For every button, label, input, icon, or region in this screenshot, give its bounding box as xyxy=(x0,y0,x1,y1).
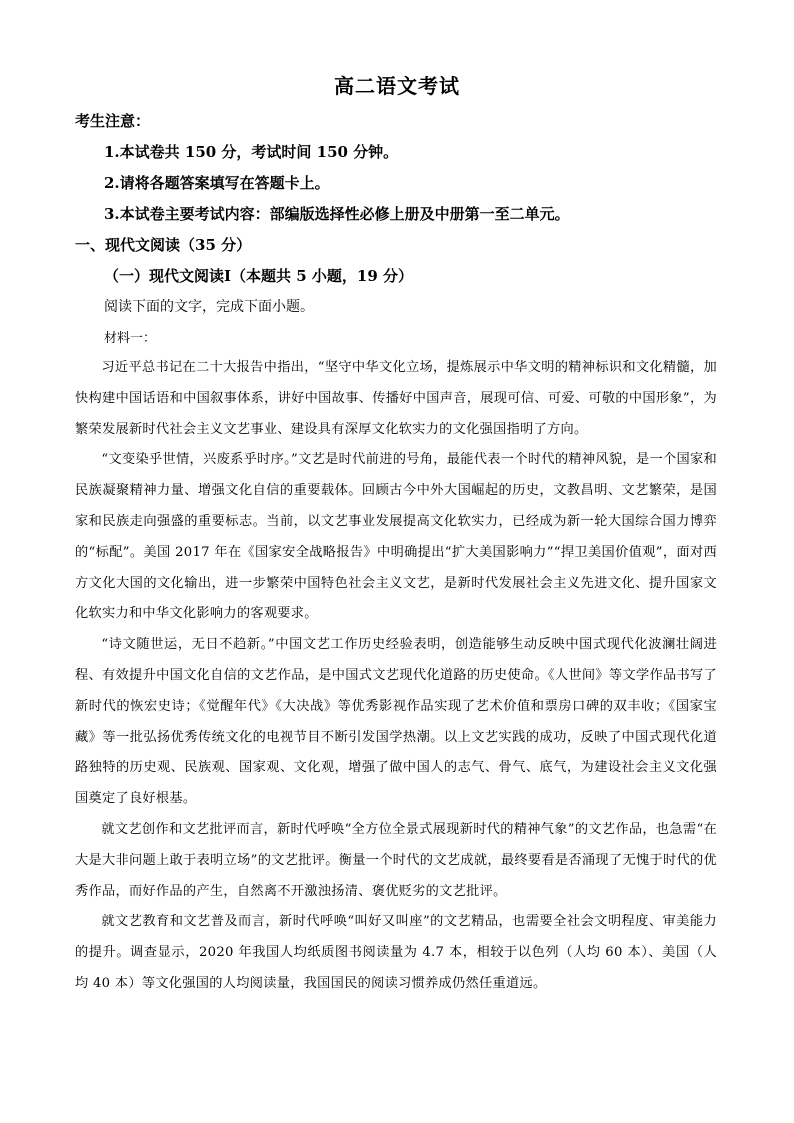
notice-item: 1.本试卷共 150 分，考试时间 150 分钟。 xyxy=(104,143,399,161)
article-paragraph: “文变染乎世情，兴废系乎时序。”文艺是时代前进的号角，最能代表一个时代的精神风貌，是一个国家和民族凝聚精神力量、增强文化自信的重要载体。回顾古今中外大国崛起的历史，文教昌明、文艺繁荣，是国家和民族走向强盛的重要标志。当前，以文艺事业发展提高文化软实力，已经成为新一轮大国综合国力博弈的“标配”。美国 2017 年在《国家安全战略报告》中明确提出“扩大美国影响力”“捍卫美国价值观”，面对西方文化大国的文化输出，进一步繁荣中国特色社会主义文艺，是新时代发展社会主义先进文化、提升国家文化软实力和中华文化影响力的客观要求。 xyxy=(75,452,717,622)
section-heading: 一、现代文阅读（35 分） xyxy=(75,236,252,254)
article-paragraph: “诗文随世运，无日不趋新。”中国文艺工作历史经验表明，创造能够生动反映中国式现代化波澜壮阔进程、有效提升中国文化自信的文艺作品，是中国式文艺现代化道路的历史使命。《人世间》等文学作品书写了新时代的恢宏史诗；《觉醒年代》《大决战》等优秀影视作品实现了艺术价值和票房口碑的双丰收；《国家宝藏》等一批弘扬优秀传统文化的电视节目不断引发国学热潮。以上文艺实践的成功，反映了中国式现代化道路独特的历史观、民族观、国家观、文化观，增强了做中国人的志气、骨气、底气，为建设社会主义文化强国奠定了良好根基。 xyxy=(75,637,717,807)
exam-title: 高二语文考试 xyxy=(334,74,460,98)
sub-section-heading: （一）现代文阅读Ⅰ（本题共 5 小题，19 分） xyxy=(104,267,413,285)
reading-instruction: 阅读下面的文字，完成下面小题。 xyxy=(104,299,314,315)
article-body xyxy=(75,353,717,1000)
notice-item: 2.请将各题答案填写在答题卡上。 xyxy=(104,174,330,192)
article-paragraph: 就文艺教育和文艺普及而言，新时代呼唤“叫好又叫座”的文艺精品，也需要全社会文明程度、审美能力的提升。调查显示，2020 年我国人均纸质图书阅读量为 4.7 本，相较于以色列（人均 60 本）、美国（人均 40 本）等文化强国的人均阅读量，我国国民的阅读习惯养成仍然任重道远。 xyxy=(75,914,717,991)
notice-heading: 考生注意： xyxy=(75,112,151,130)
article-paragraph: 就文艺创作和文艺批评而言，新时代呼唤“全方位全景式展现新时代的精神气象”的文艺作品，也急需“在大是大非问题上敢于表明立场”的文艺批评。衡量一个时代的文艺成就，最终要看是否涌现了无愧于时代的优秀作品，而好作品的产生，自然离不开激浊扬清、褒优贬劣的文艺批评。 xyxy=(75,821,717,899)
material-label: 材料一： xyxy=(104,331,157,346)
notice-item: 3.本试卷主要考试内容：部编版选择性必修上册及中册第一至二单元。 xyxy=(104,205,570,223)
article-paragraph: 习近平总书记在二十大报告中指出，“坚守中华文化立场，提炼展示中华文明的精神标识和文化精髓，加快构建中国话语和中国叙事体系，讲好中国故事、传播好中国声音，展现可信、可爱、可敬的中国形象”，为繁荣发展新时代社会主义文艺事业、建设具有深厚文化软实力的文化强国指明了方向。 xyxy=(75,360,717,437)
